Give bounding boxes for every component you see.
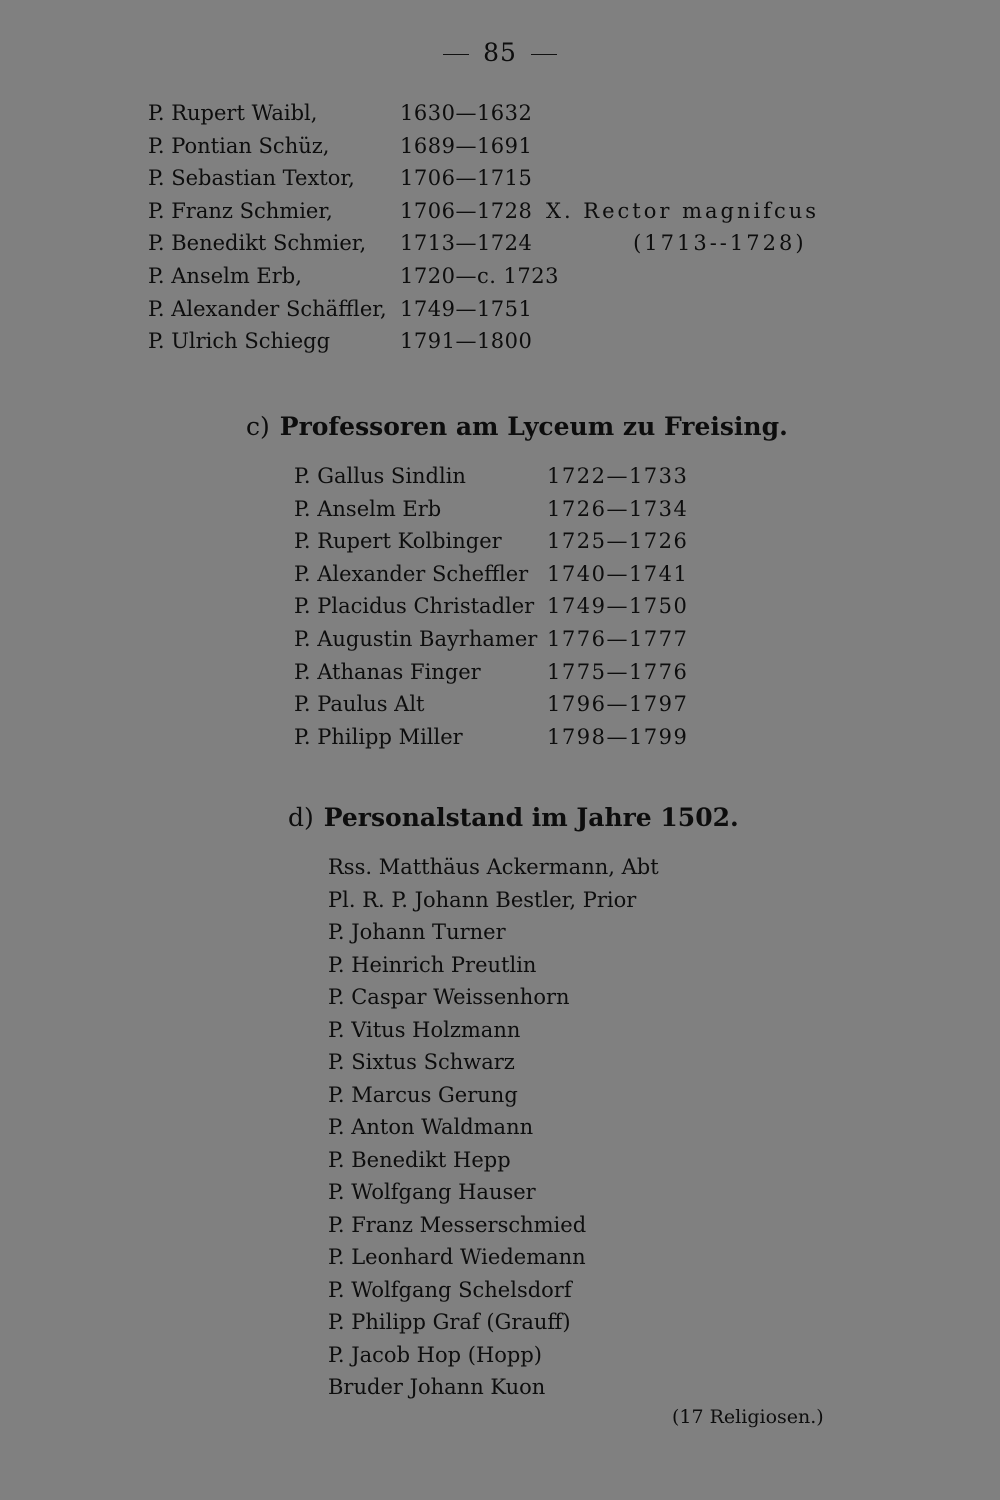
list-item: Bruder Johann Kuon (328, 1375, 546, 1399)
list-item: P. Johann Turner (328, 920, 506, 944)
list-item: P. Philipp Graf (Grauff) (328, 1310, 571, 1334)
list-item: P. Benedikt Hepp (328, 1147, 511, 1172)
footnote: (17 Religiosen.) (672, 1406, 824, 1428)
section-c-heading: c) Professoren am Lyceum zu Freising. (246, 412, 788, 441)
dash-right (531, 54, 557, 55)
page-number (0, 38, 1000, 67)
list-item: P. Wolfgang Schelsdorf (328, 1277, 572, 1302)
list-item: P. Marcus Gerung (328, 1082, 518, 1107)
list-item: Pl. R. P. Johann Bestler, Prior (328, 887, 637, 912)
page-number-text: 85 (483, 38, 517, 67)
list-item: P. Franz Messerschmied (328, 1212, 587, 1237)
list-item: P. Wolfgang Hauser (328, 1180, 536, 1204)
list-item: Rss. Matthäus Ackermann, Abt (328, 855, 659, 879)
list-item: P. Heinrich Preutlin (328, 952, 537, 977)
book-page: 85 P. Rupert Waibl, 1630—1632 P. Pontian Schüz, 1689—1691 P. Sebastian Textor, 1706—1715 P. Franz Schmier, 1706—1728 X. Rector magnifcus P. Benedikt Schmier, 1713—1724 (1713--1728) P. Anselm Erb, 1720—c. 1723 P. Alexander Schäffler, 1749—1751 P. Ulrich Schiegg 1791—1800 c) Professoren am Lyceum zu Freising. P. Gallus Sindlin 1722—1733 P. Anselm Erb 1726—1734 P. Rupert Kolbinger 1725—1726 P. Alexander Scheffler 1740—1741 P. Placidus Christadler 1749—1750 P. Augustin Bayrhamer 1776—1777 P. Athanas Finger 1775—1776 P. Paulus Alt 1796—1797 P. Philipp Miller 1798—1799 d) Personalstand im Jahre 1502. Rss. Matthäus Ackermann, Abt Pl. R. P. Johann Bestler, Prior P. Johann Turner P. Heinrich Preutlin P. Caspar Weissenhorn P. Vitus Holzmann P. Sixtus Schwarz P. Marcus Gerung P. Anton Waldmann P. Benedikt Hepp P. Wolfgang Hauser P. Franz Messerschmied P. Leonhard Wiedemann P. Wolfgang Schelsdorf P. Philipp Graf (Grauff) P. Jacob Hop (Hopp) Bruder Johann Kuon (17 Religiosen.) (0, 0, 1000, 1500)
personnel-list (328, 852, 659, 1405)
section-d-heading: d) Personalstand im Jahre 1502. (288, 803, 739, 832)
list-item: P. Anton Waldmann (328, 1115, 534, 1139)
list-item: P. Leonhard Wiedemann (328, 1245, 586, 1269)
list-item: P. Vitus Holzmann (328, 1017, 521, 1042)
dash-left (443, 54, 469, 55)
list-item: P. Caspar Weissenhorn (328, 985, 570, 1009)
list-item: P. Sixtus Schwarz (328, 1050, 515, 1074)
list-item: P. Jacob Hop (Hopp) (328, 1342, 542, 1367)
